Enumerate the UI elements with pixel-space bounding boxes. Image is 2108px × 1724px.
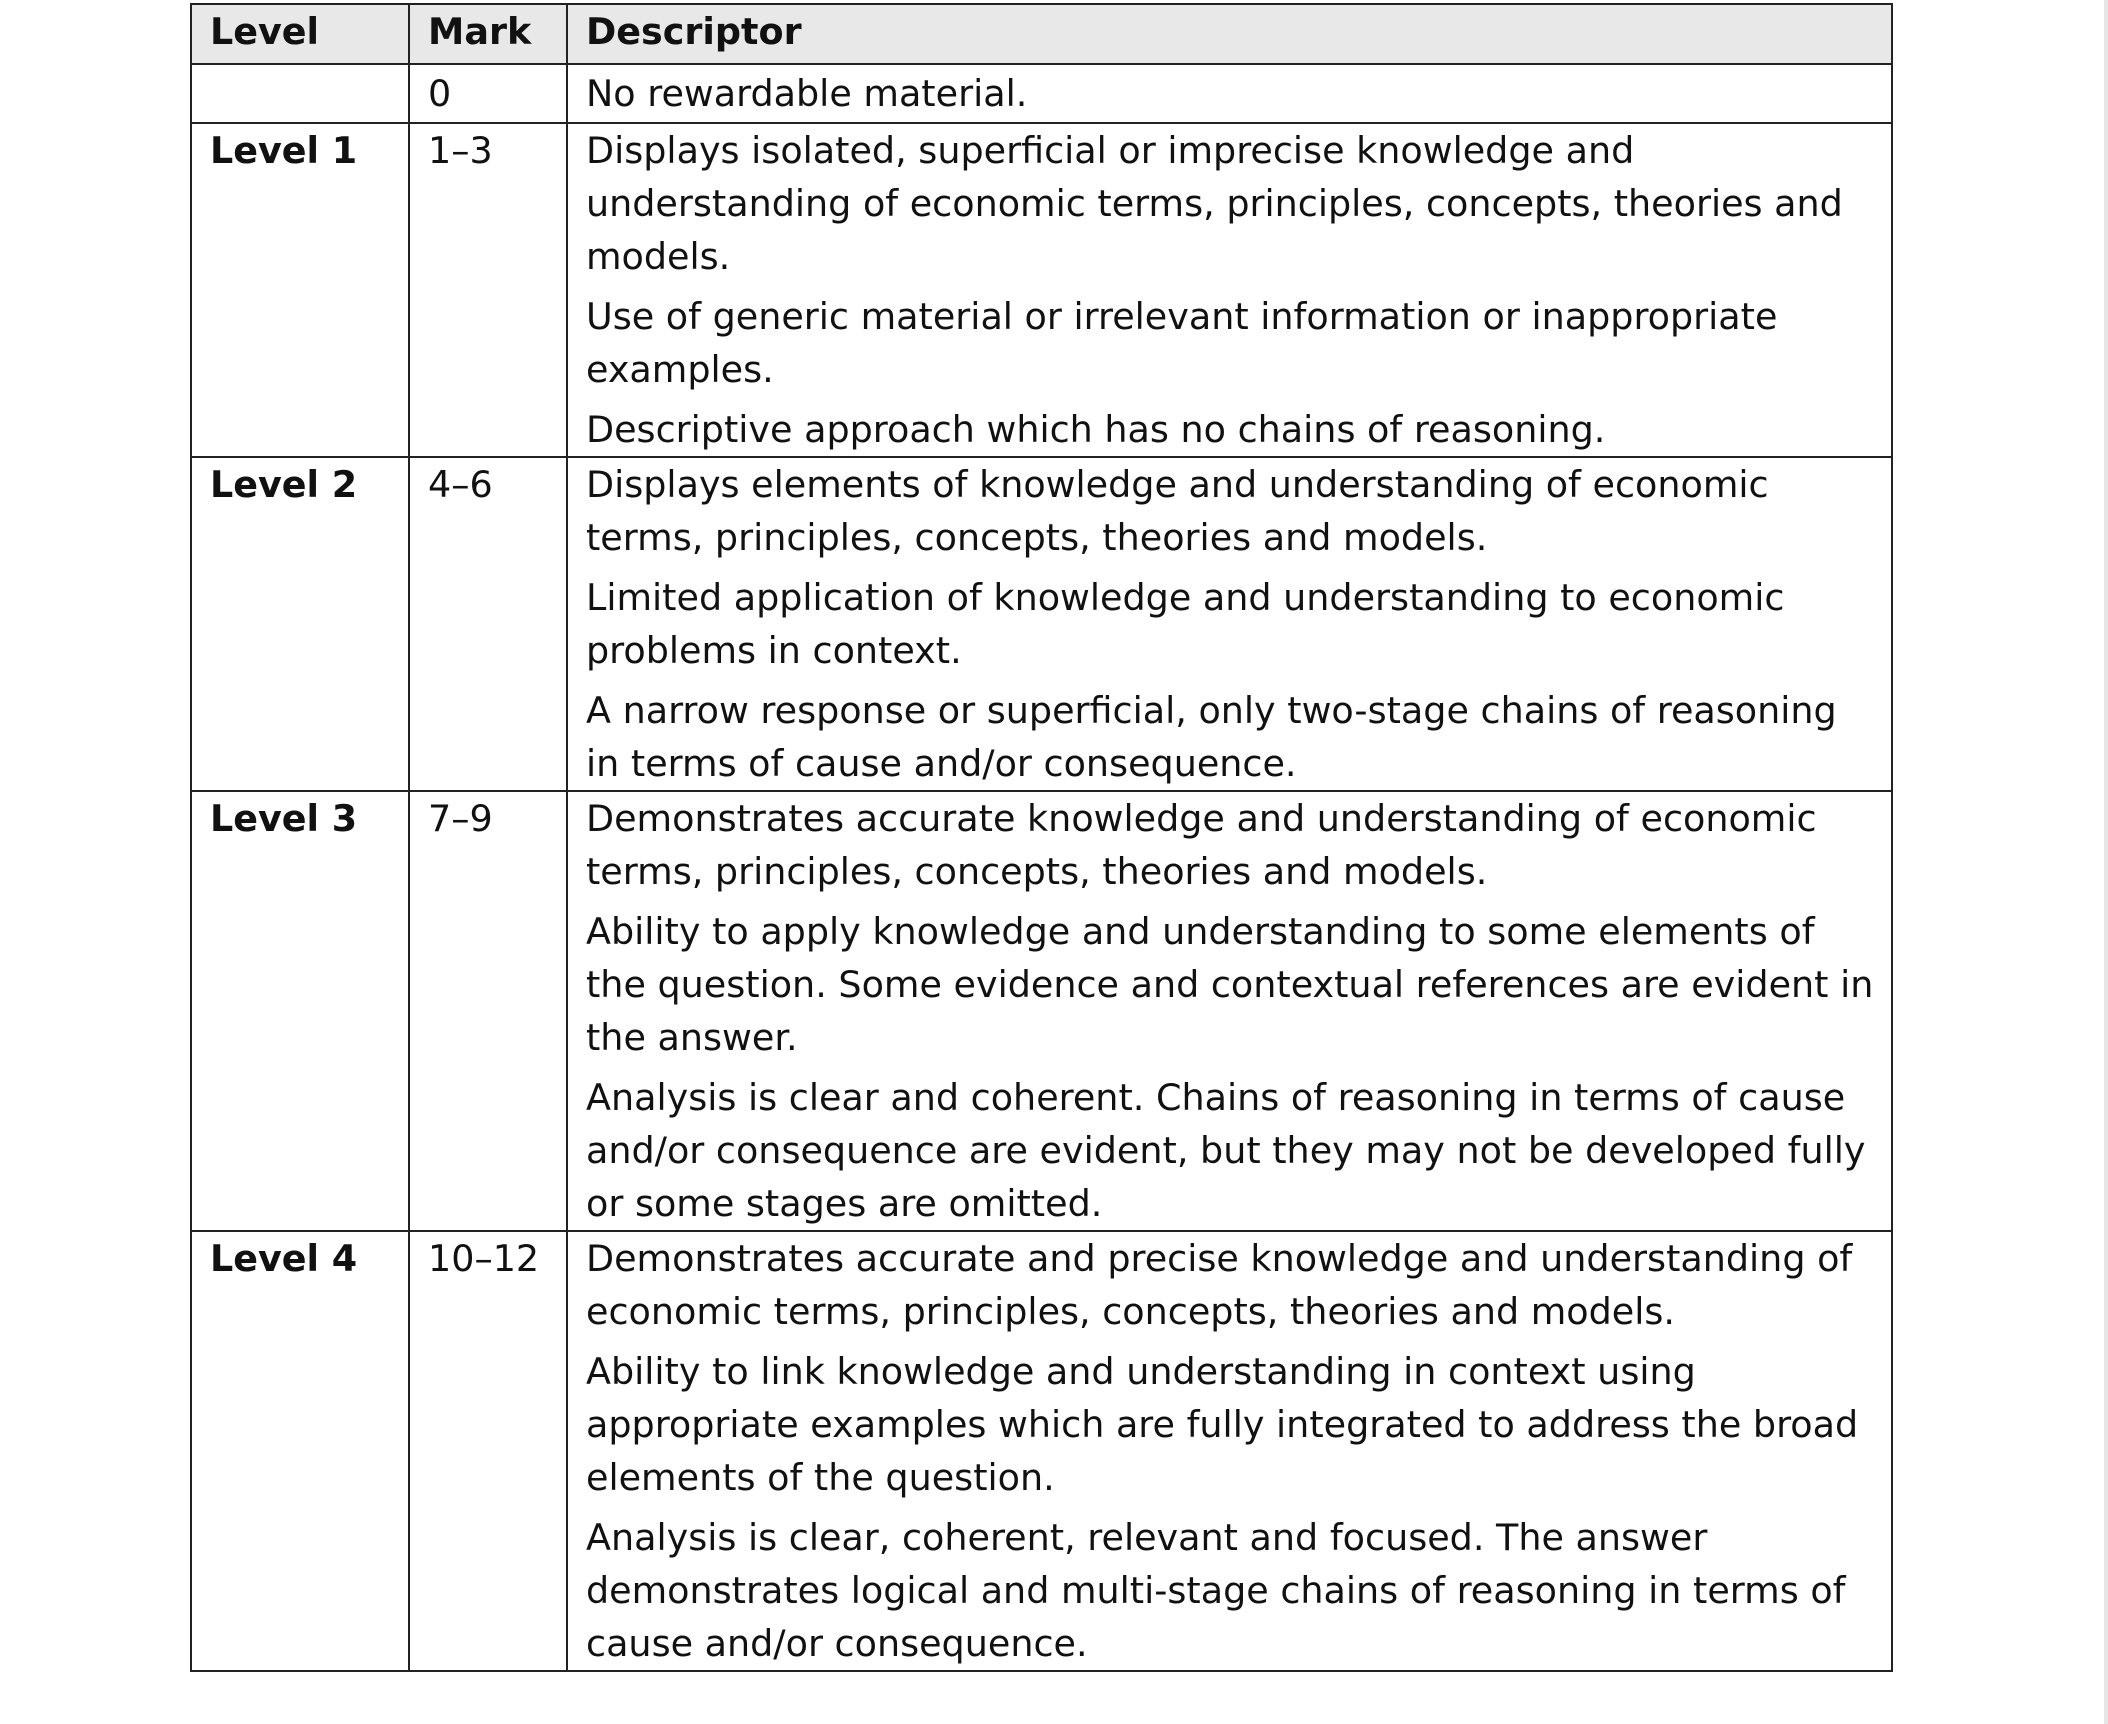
descriptor-cell <box>567 64 1892 123</box>
descriptor-cell <box>567 123 1892 457</box>
mark-cell: 7–9 <box>409 791 567 1231</box>
descriptor-paragraph: Ability to apply knowledge and understanding to some elements of the question. Some evidence and contextual references are evident in the answer. <box>586 910 1874 1059</box>
descriptor-paragraph: Descriptive approach which has no chains of reasoning. <box>586 408 1606 451</box>
header-level: Level <box>191 4 409 64</box>
mark-cell: 0 <box>409 64 567 123</box>
descriptor-paragraph: Demonstrates accurate knowledge and understanding of economic terms, principles, concepts, theories and models. <box>586 797 1817 893</box>
descriptor-paragraph: Analysis is clear and coherent. Chains of reasoning in terms of cause and/or consequence are evident, but they may not be developed fully or some stages are omitted. <box>586 1076 1866 1225</box>
table-row-level-0 <box>191 64 1892 123</box>
header-mark: Mark <box>409 4 567 64</box>
descriptor-cell <box>567 1231 1892 1671</box>
descriptor-cell <box>567 457 1892 791</box>
descriptor-paragraph: Use of generic material or irrelevant information or inappropriate examples. <box>586 295 1778 391</box>
table-header-row <box>191 4 1892 64</box>
descriptor-paragraph: A narrow response or superficial, only two-stage chains of reasoning in terms of cause and/or consequence. <box>586 689 1837 785</box>
descriptor-paragraph: No rewardable material. <box>586 72 1028 115</box>
level-cell: Level 1 <box>191 123 409 457</box>
mark-cell: 1–3 <box>409 123 567 457</box>
descriptor-paragraph: Limited application of knowledge and understanding to economic problems in context. <box>586 576 1785 672</box>
mark-cell: 4–6 <box>409 457 567 791</box>
descriptor-paragraph: Demonstrates accurate and precise knowledge and understanding of economic terms, principles, concepts, theories and models. <box>586 1237 1853 1333</box>
level-cell <box>191 64 409 123</box>
header-descriptor: Descriptor <box>567 4 1892 64</box>
descriptor-paragraph: Displays isolated, superficial or imprecise knowledge and understanding of economic terms, principles, concepts, theories and models. <box>586 129 1843 278</box>
levels-mark-scheme-table <box>190 3 1893 1672</box>
table-row-level-4 <box>191 1231 1892 1671</box>
table-row-level-3 <box>191 791 1892 1231</box>
mark-cell: 10–12 <box>409 1231 567 1671</box>
page-edge-divider <box>2104 0 2108 1724</box>
level-cell: Level 3 <box>191 791 409 1231</box>
descriptor-paragraph: Ability to link knowledge and understanding in context using appropriate examples which are fully integrated to address the broad elements of the question. <box>586 1350 1859 1499</box>
descriptor-paragraph: Displays elements of knowledge and understanding of economic terms, principles, concepts, theories and models. <box>586 463 1769 559</box>
descriptor-paragraph: Analysis is clear, coherent, relevant and focused. The answer demonstrates logical and multi-stage chains of reasoning in terms of cause and/or consequence. <box>586 1516 1846 1665</box>
table-row-level-1 <box>191 123 1892 457</box>
level-cell: Level 4 <box>191 1231 409 1671</box>
descriptor-cell <box>567 791 1892 1231</box>
table-row-level-2 <box>191 457 1892 791</box>
level-cell: Level 2 <box>191 457 409 791</box>
